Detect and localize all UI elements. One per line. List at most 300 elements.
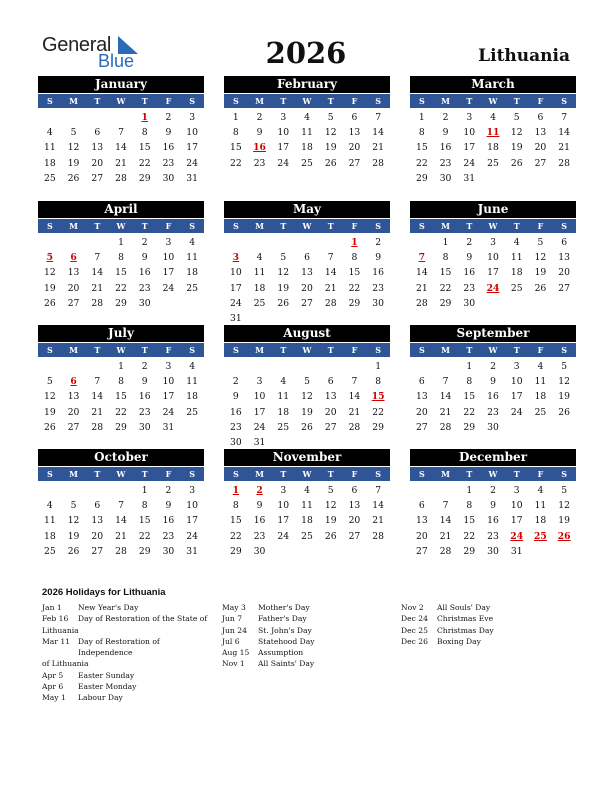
day-cell: 3 bbox=[165, 361, 172, 372]
weekday-label: M bbox=[441, 221, 450, 231]
day-cell: 18 bbox=[534, 515, 547, 527]
day-cell: 21 bbox=[372, 515, 384, 527]
day-cell: 9 bbox=[490, 376, 496, 388]
weekday-label: T bbox=[327, 221, 334, 231]
holiday-date: May 1 bbox=[42, 693, 66, 703]
day-cell: 2 bbox=[165, 485, 172, 496]
day-cell: 3 bbox=[165, 237, 172, 248]
day-cell: 4 bbox=[513, 237, 520, 248]
weekday-label: S bbox=[189, 345, 196, 355]
month-january bbox=[38, 76, 204, 186]
weekday-label: W bbox=[302, 221, 312, 231]
day-cell: 5 bbox=[327, 485, 334, 496]
day-cell: 4 bbox=[46, 127, 53, 139]
weekday-header bbox=[224, 94, 390, 108]
day-cell: 29 bbox=[115, 421, 127, 433]
day-cell: 4 bbox=[256, 252, 263, 264]
day-cell: 12 bbox=[277, 267, 290, 279]
day-cell: 4 bbox=[189, 361, 196, 372]
holiday-day-cell: 6 bbox=[70, 376, 77, 388]
weekday-label: W bbox=[302, 96, 312, 106]
weekday-header bbox=[38, 467, 204, 481]
day-cell: 1 bbox=[466, 485, 473, 496]
day-cell: 23 bbox=[162, 157, 175, 169]
day-cell: 3 bbox=[280, 485, 287, 496]
day-cell: 30 bbox=[138, 297, 151, 309]
weekday-label: T bbox=[327, 96, 334, 106]
weekday-label: M bbox=[255, 96, 264, 106]
day-cell: 17 bbox=[510, 515, 523, 527]
weekday-label: S bbox=[561, 221, 568, 231]
day-cell: 17 bbox=[277, 142, 290, 154]
day-cell: 23 bbox=[230, 421, 242, 433]
weekday-label: W bbox=[302, 345, 312, 355]
month-august bbox=[224, 325, 390, 450]
day-cell: 11 bbox=[301, 500, 313, 512]
month-june bbox=[410, 201, 576, 311]
month-title: November bbox=[224, 449, 390, 466]
day-cell: 1 bbox=[232, 112, 239, 123]
day-cell: 11 bbox=[253, 267, 266, 279]
day-cell: 16 bbox=[372, 267, 384, 279]
holiday-day-cell: 7 bbox=[418, 252, 426, 264]
holiday-column bbox=[401, 602, 571, 647]
day-cell: 22 bbox=[372, 406, 384, 418]
day-cell: 27 bbox=[348, 157, 361, 169]
day-cell: 24 bbox=[277, 157, 290, 169]
day-cell: 13 bbox=[416, 391, 428, 403]
empty-cell bbox=[271, 235, 295, 250]
holiday-day-cell: 15 bbox=[371, 391, 385, 403]
holiday-item bbox=[222, 636, 392, 647]
day-cell: 6 bbox=[561, 237, 568, 248]
holiday-date: Apr 5 bbox=[42, 670, 64, 680]
weekday-label: S bbox=[561, 345, 568, 355]
day-cell: 28 bbox=[372, 530, 384, 542]
day-cell: 21 bbox=[115, 157, 127, 169]
day-cell: 26 bbox=[558, 406, 570, 418]
weekday-label: T bbox=[327, 345, 334, 355]
day-cell: 29 bbox=[348, 297, 361, 309]
day-cell: 19 bbox=[277, 282, 290, 294]
empty-cell bbox=[62, 110, 86, 125]
day-cell: 18 bbox=[301, 515, 313, 527]
day-cell: 18 bbox=[44, 530, 56, 542]
day-cell: 16 bbox=[162, 515, 175, 527]
day-cell: 28 bbox=[115, 172, 127, 184]
day-cell: 14 bbox=[91, 267, 104, 279]
day-cell: 9 bbox=[165, 127, 172, 139]
holiday-item bbox=[401, 613, 571, 624]
day-cell: 1 bbox=[375, 361, 382, 372]
day-cell: 23 bbox=[138, 282, 151, 294]
month-title: February bbox=[224, 76, 390, 93]
weekday-label: T bbox=[141, 469, 148, 479]
day-cell: 25 bbox=[277, 421, 290, 433]
weekday-label: S bbox=[375, 221, 382, 231]
day-cell: 27 bbox=[301, 297, 313, 309]
holiday-day-cell: 24 bbox=[510, 530, 524, 542]
holiday-day-cell: 1 bbox=[141, 112, 148, 123]
weekday-label: T bbox=[94, 469, 101, 479]
day-cell: 18 bbox=[277, 406, 290, 418]
weekday-header bbox=[224, 219, 390, 233]
day-cell: 25 bbox=[186, 406, 198, 418]
day-cell: 2 bbox=[141, 361, 148, 372]
day-cell: 6 bbox=[351, 112, 358, 123]
day-cell: 31 bbox=[186, 545, 198, 557]
holiday-date: Jan 1 bbox=[42, 603, 62, 612]
day-cell: 31 bbox=[186, 172, 198, 184]
day-cell: 25 bbox=[44, 545, 56, 557]
empty-cell bbox=[319, 359, 343, 374]
day-cell: 23 bbox=[138, 406, 151, 418]
empty-cell bbox=[109, 110, 133, 125]
holiday-day-cell: 3 bbox=[232, 252, 240, 264]
day-cell: 14 bbox=[115, 142, 127, 154]
day-cell: 10 bbox=[186, 127, 198, 139]
day-cell: 15 bbox=[439, 267, 452, 279]
weekday-label: W bbox=[116, 221, 126, 231]
holiday-name: Boxing Day bbox=[437, 636, 481, 646]
day-cell: 29 bbox=[439, 297, 452, 309]
day-cell: 30 bbox=[162, 545, 175, 557]
day-cell: 22 bbox=[416, 157, 428, 169]
day-cell: 30 bbox=[162, 172, 175, 184]
empty-cell bbox=[410, 483, 434, 498]
day-cell: 1 bbox=[442, 237, 449, 248]
day-cell: 26 bbox=[534, 282, 547, 294]
day-cell: 26 bbox=[67, 545, 80, 557]
day-cell: 13 bbox=[348, 127, 361, 139]
holiday-name: Statehood Day bbox=[258, 636, 315, 646]
day-cell: 30 bbox=[230, 436, 242, 448]
weekday-label: S bbox=[561, 96, 568, 106]
day-cell: 10 bbox=[510, 500, 523, 512]
holiday-item bbox=[401, 602, 571, 613]
weekday-label: T bbox=[513, 221, 520, 231]
day-cell: 6 bbox=[418, 376, 425, 388]
day-cell: 27 bbox=[67, 297, 80, 309]
day-cell: 16 bbox=[138, 267, 151, 279]
day-cell: 30 bbox=[372, 297, 384, 309]
day-cell: 20 bbox=[558, 267, 570, 279]
weekday-label: M bbox=[441, 345, 450, 355]
day-cell: 20 bbox=[416, 530, 428, 542]
day-grid bbox=[410, 235, 576, 311]
day-cell: 7 bbox=[94, 252, 101, 264]
weekday-label: S bbox=[189, 221, 196, 231]
day-cell: 26 bbox=[324, 530, 337, 542]
day-cell: 2 bbox=[232, 376, 239, 388]
weekday-label: F bbox=[351, 469, 358, 479]
day-cell: 27 bbox=[324, 421, 337, 433]
weekday-header bbox=[38, 343, 204, 357]
day-cell: 26 bbox=[301, 421, 313, 433]
day-cell: 17 bbox=[277, 515, 290, 527]
day-cell: 5 bbox=[537, 237, 544, 248]
day-cell: 15 bbox=[463, 515, 476, 527]
day-cell: 4 bbox=[537, 485, 544, 496]
day-cell: 15 bbox=[230, 142, 242, 154]
holiday-day-cell: 6 bbox=[70, 252, 77, 264]
weekday-label: S bbox=[232, 96, 239, 106]
weekday-label: W bbox=[488, 469, 498, 479]
holiday-date: Nov 2 bbox=[401, 603, 424, 612]
day-cell: 8 bbox=[442, 252, 449, 264]
weekday-label: T bbox=[466, 469, 473, 479]
weekday-label: T bbox=[466, 96, 473, 106]
empty-cell bbox=[62, 235, 86, 250]
day-cell: 18 bbox=[534, 391, 547, 403]
month-title: December bbox=[410, 449, 576, 466]
day-cell: 26 bbox=[67, 172, 80, 184]
day-cell: 30 bbox=[463, 297, 476, 309]
day-cell: 13 bbox=[534, 127, 547, 139]
day-cell: 21 bbox=[439, 530, 452, 542]
empty-cell bbox=[343, 359, 367, 374]
day-cell: 17 bbox=[162, 391, 175, 403]
empty-cell bbox=[434, 359, 458, 374]
holiday-date: Dec 25 bbox=[401, 625, 428, 635]
holiday-name: Labour Day bbox=[78, 693, 123, 703]
day-cell: 28 bbox=[558, 157, 570, 169]
day-cell: 29 bbox=[138, 545, 151, 557]
empty-cell bbox=[410, 359, 434, 374]
holiday-name: Easter Monday bbox=[78, 682, 137, 692]
day-cell: 29 bbox=[372, 421, 384, 433]
day-cell: 10 bbox=[277, 127, 290, 139]
day-cell: 8 bbox=[351, 252, 358, 264]
day-cell: 18 bbox=[253, 282, 266, 294]
day-cell: 15 bbox=[416, 142, 428, 154]
day-cell: 23 bbox=[487, 530, 499, 542]
day-cell: 2 bbox=[256, 112, 263, 123]
day-grid bbox=[38, 235, 204, 311]
day-cell: 26 bbox=[277, 297, 290, 309]
day-cell: 22 bbox=[348, 282, 361, 294]
holiday-name: Mother's Day bbox=[258, 603, 310, 612]
day-grid bbox=[410, 110, 576, 186]
month-title: June bbox=[410, 201, 576, 218]
day-cell: 19 bbox=[558, 515, 570, 527]
day-cell: 28 bbox=[91, 297, 104, 309]
weekday-label: T bbox=[94, 221, 101, 231]
month-september bbox=[410, 325, 576, 435]
day-cell: 28 bbox=[372, 157, 384, 169]
day-cell: 19 bbox=[301, 406, 313, 418]
day-cell: 22 bbox=[439, 282, 452, 294]
weekday-label: F bbox=[351, 96, 358, 106]
day-cell: 25 bbox=[534, 406, 547, 418]
day-cell: 14 bbox=[439, 515, 452, 527]
day-cell: 11 bbox=[44, 142, 56, 154]
day-cell: 31 bbox=[510, 545, 523, 557]
weekday-label: F bbox=[165, 96, 172, 106]
day-grid bbox=[410, 359, 576, 435]
page-header bbox=[0, 0, 612, 70]
holiday-date: Apr 6 bbox=[42, 682, 64, 692]
weekday-header bbox=[224, 467, 390, 481]
empty-cell bbox=[295, 359, 319, 374]
day-cell: 5 bbox=[304, 376, 310, 388]
empty-cell bbox=[109, 483, 133, 498]
weekday-header bbox=[410, 219, 576, 233]
day-cell: 15 bbox=[230, 515, 242, 527]
day-cell: 7 bbox=[327, 252, 334, 264]
day-cell: 9 bbox=[442, 127, 449, 139]
day-cell: 24 bbox=[186, 157, 198, 169]
day-cell: 9 bbox=[375, 252, 382, 264]
weekday-label: T bbox=[280, 221, 287, 231]
weekday-label: S bbox=[46, 96, 53, 106]
holiday-day-cell: 16 bbox=[253, 142, 266, 154]
weekday-label: M bbox=[441, 469, 450, 479]
holiday-name: Lithuania bbox=[42, 625, 79, 635]
weekday-label: T bbox=[327, 469, 334, 479]
day-cell: 23 bbox=[487, 406, 499, 418]
day-cell: 2 bbox=[466, 237, 473, 248]
day-cell: 12 bbox=[558, 500, 570, 512]
day-cell: 19 bbox=[44, 406, 56, 418]
day-cell: 18 bbox=[186, 267, 198, 279]
day-cell: 23 bbox=[253, 530, 266, 542]
day-cell: 3 bbox=[513, 485, 520, 496]
day-cell: 22 bbox=[115, 282, 127, 294]
holiday-name: All Saints' Day bbox=[258, 659, 315, 669]
empty-cell bbox=[271, 359, 295, 374]
day-cell: 4 bbox=[280, 376, 287, 388]
day-cell: 2 bbox=[490, 485, 496, 496]
day-cell: 9 bbox=[466, 252, 473, 264]
day-cell: 23 bbox=[439, 157, 452, 169]
weekday-label: M bbox=[255, 221, 264, 231]
day-cell: 9 bbox=[141, 252, 148, 264]
day-cell: 22 bbox=[463, 406, 476, 418]
day-cell: 29 bbox=[463, 421, 476, 433]
day-cell: 21 bbox=[91, 406, 104, 418]
weekday-label: W bbox=[116, 469, 126, 479]
day-cell: 26 bbox=[44, 421, 56, 433]
weekday-label: W bbox=[488, 221, 498, 231]
holidays-title: 2026 Holidays for Lithuania bbox=[42, 587, 166, 598]
day-cell: 30 bbox=[138, 421, 151, 433]
day-cell: 14 bbox=[115, 515, 127, 527]
day-cell: 21 bbox=[324, 282, 337, 294]
empty-cell bbox=[85, 483, 109, 498]
weekday-label: M bbox=[69, 469, 78, 479]
day-cell: 9 bbox=[490, 500, 496, 512]
holiday-column bbox=[222, 602, 392, 670]
day-grid bbox=[224, 359, 390, 450]
day-cell: 18 bbox=[44, 157, 56, 169]
day-cell: 14 bbox=[416, 267, 428, 279]
empty-cell bbox=[434, 483, 458, 498]
holiday-date: Dec 26 bbox=[401, 636, 428, 646]
weekday-label: M bbox=[69, 221, 78, 231]
day-cell: 15 bbox=[138, 142, 151, 154]
holiday-day-cell: 26 bbox=[557, 530, 571, 542]
holiday-date: Jun 24 bbox=[222, 625, 247, 635]
country-title: Lithuania bbox=[478, 46, 570, 66]
day-cell: 3 bbox=[466, 112, 473, 123]
day-cell: 15 bbox=[115, 391, 127, 403]
day-cell: 3 bbox=[490, 237, 496, 248]
year-title: 2026 bbox=[265, 36, 347, 70]
holiday-date: Feb 16 bbox=[42, 614, 69, 624]
day-cell: 5 bbox=[46, 376, 53, 388]
day-cell: 9 bbox=[256, 500, 263, 512]
empty-cell bbox=[319, 235, 343, 250]
day-cell: 14 bbox=[91, 391, 104, 403]
day-cell: 13 bbox=[558, 252, 570, 264]
empty-cell bbox=[38, 110, 62, 125]
day-cell: 2 bbox=[442, 112, 449, 123]
day-cell: 2 bbox=[165, 112, 172, 123]
weekday-label: F bbox=[165, 345, 172, 355]
holiday-date: May 3 bbox=[222, 603, 246, 612]
weekday-label: M bbox=[255, 345, 264, 355]
day-cell: 27 bbox=[91, 545, 104, 557]
holiday-date: Aug 15 bbox=[222, 648, 250, 658]
day-cell: 3 bbox=[256, 376, 263, 388]
day-cell: 14 bbox=[348, 391, 361, 403]
day-cell: 21 bbox=[558, 142, 570, 154]
day-cell: 10 bbox=[186, 500, 198, 512]
day-cell: 22 bbox=[230, 157, 242, 169]
day-grid bbox=[38, 110, 204, 186]
weekday-label: M bbox=[69, 345, 78, 355]
day-cell: 17 bbox=[186, 142, 198, 154]
day-cell: 2 bbox=[375, 237, 382, 248]
month-title: May bbox=[224, 201, 390, 218]
weekday-label: S bbox=[375, 345, 382, 355]
day-cell: 9 bbox=[141, 376, 148, 388]
day-cell: 11 bbox=[44, 515, 56, 527]
month-november bbox=[224, 449, 390, 559]
day-cell: 27 bbox=[416, 421, 428, 433]
weekday-label: T bbox=[94, 345, 101, 355]
weekday-label: S bbox=[561, 469, 568, 479]
day-cell: 13 bbox=[416, 515, 428, 527]
day-cell: 8 bbox=[418, 127, 425, 139]
day-cell: 12 bbox=[67, 142, 80, 154]
day-cell: 8 bbox=[232, 127, 239, 139]
day-cell: 6 bbox=[304, 252, 310, 264]
day-cell: 14 bbox=[372, 127, 384, 139]
day-cell: 29 bbox=[230, 545, 242, 557]
empty-cell bbox=[38, 359, 62, 374]
month-title: October bbox=[38, 449, 204, 466]
day-cell: 25 bbox=[253, 297, 266, 309]
day-cell: 24 bbox=[186, 530, 198, 542]
month-may bbox=[224, 201, 390, 326]
day-cell: 10 bbox=[253, 391, 266, 403]
day-cell: 9 bbox=[256, 127, 263, 139]
day-cell: 24 bbox=[510, 406, 523, 418]
holiday-day-cell: 1 bbox=[232, 485, 240, 496]
weekday-label: S bbox=[232, 345, 239, 355]
weekday-label: W bbox=[302, 469, 312, 479]
day-cell: 17 bbox=[230, 282, 242, 294]
day-cell: 10 bbox=[162, 376, 175, 388]
month-title: April bbox=[38, 201, 204, 218]
weekday-label: S bbox=[418, 345, 425, 355]
day-cell: 8 bbox=[466, 376, 473, 388]
day-cell: 11 bbox=[510, 252, 523, 264]
holiday-item bbox=[401, 625, 571, 636]
weekday-label: S bbox=[375, 96, 382, 106]
